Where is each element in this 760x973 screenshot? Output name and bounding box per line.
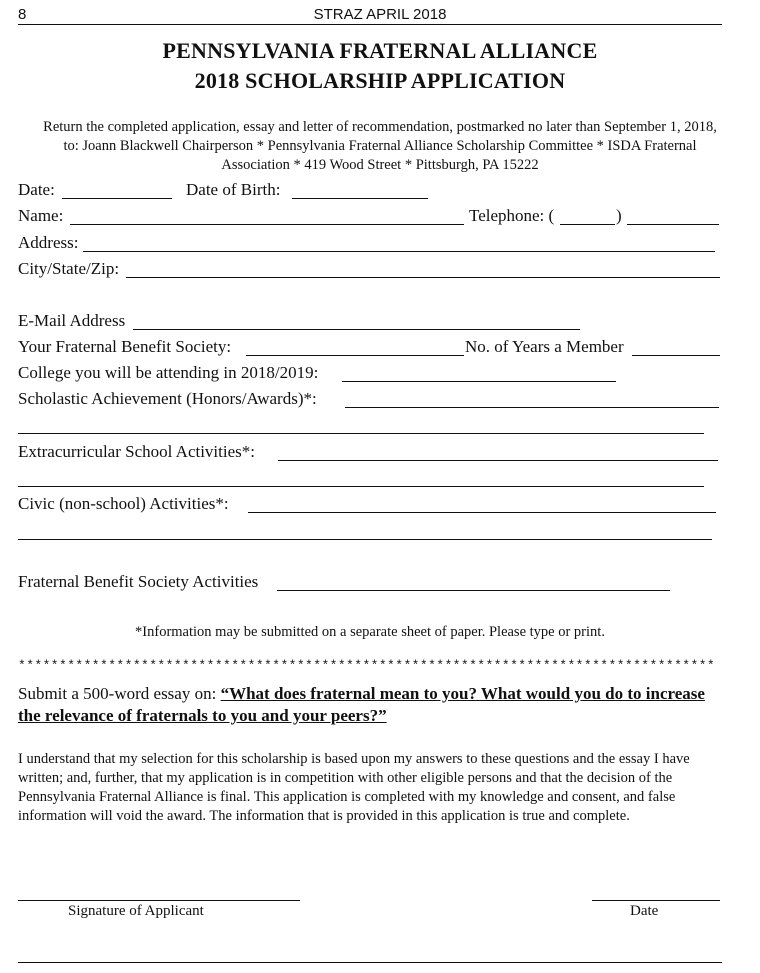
email-label: E-Mail Address	[18, 311, 126, 330]
header-rule	[18, 24, 722, 25]
info-note: *Information may be submitted on a separate sheet of paper. Please type or print.	[135, 624, 605, 640]
college-label: College you will be attending in 2018/2019:	[18, 363, 319, 382]
email-field[interactable]	[133, 329, 580, 330]
dob-label: Date of Birth:	[186, 180, 281, 199]
extracurricular-label: Extracurricular School Activities*:	[18, 442, 255, 461]
college-field[interactable]	[342, 381, 616, 382]
title-line-2: 2018 SCHOLARSHIP APPLICATION	[194, 68, 566, 93]
civic-field[interactable]	[248, 512, 716, 513]
telephone-number-field[interactable]	[627, 224, 719, 225]
civic-label: Civic (non-school) Activities*:	[18, 494, 229, 513]
name-field[interactable]	[70, 224, 464, 225]
years-label: No. of Years a Member	[465, 337, 624, 356]
scholastic-field-2[interactable]	[18, 433, 704, 434]
signature-label: Signature of Applicant	[68, 903, 204, 919]
fraternal-activities-field[interactable]	[277, 590, 670, 591]
society-label: Your Fraternal Benefit Society:	[18, 337, 232, 356]
title-line-1: PENNSYLVANIA FRATERNAL ALLIANCE	[162, 38, 598, 63]
consent-statement: I understand that my selection for this scholarship is based upon my answers to these questions and the essay I have written; and, further, that my application is in competition with other eligible persons and that the decision of the Pennsylvania Fraternal Alliance is final. This application is completed with my knowledge and consent, and false information will void the award. The information that is provided in this application is true and complete.	[18, 751, 690, 824]
years-field[interactable]	[632, 355, 720, 356]
scholastic-field[interactable]	[345, 407, 719, 408]
star-separator: *************************************************************************************	[18, 658, 716, 673]
essay-prefix: Submit a 500-word essay on:	[18, 684, 221, 703]
civic-field-2[interactable]	[18, 539, 712, 540]
essay-prompt	[18, 683, 724, 727]
society-field[interactable]	[246, 355, 464, 356]
date-field[interactable]	[62, 198, 172, 199]
telephone-label: Telephone: (	[469, 206, 555, 225]
intro-text: Return the completed application, essay and letter of recommendation, postmarked no later than September 1, 2018, to: Joann Blackwell Chairperson * Pennsylvania Fraternal Alliance Scholarship Committee * ISDA Fraternal Association * 419 Wood Street * Pittsburgh, PA 15222	[43, 119, 717, 173]
running-head: STRAZ APRIL 2018	[313, 6, 447, 23]
page-number: 8	[18, 6, 27, 23]
name-label: Name:	[18, 206, 64, 225]
address-field[interactable]	[83, 251, 715, 252]
extracurricular-field-2[interactable]	[18, 486, 704, 487]
signature-field[interactable]	[18, 900, 300, 901]
telephone-paren: )	[616, 206, 622, 225]
scholastic-label: Scholastic Achievement (Honors/Awards)*:	[18, 389, 317, 408]
extracurricular-field[interactable]	[278, 460, 718, 461]
bottom-rule	[18, 962, 722, 963]
address-label: Address:	[18, 233, 79, 252]
fraternal-activities-label: Fraternal Benefit Society Activities	[18, 572, 259, 591]
essay-question: “What does fraternal mean to you? What would you do to increase the relevance of fraternals to you and your peers?”	[18, 684, 705, 725]
city-label: City/State/Zip:	[18, 259, 120, 278]
date-label: Date:	[18, 180, 55, 199]
city-field[interactable]	[126, 277, 720, 278]
signature-date-label: Date	[630, 903, 659, 919]
dob-field[interactable]	[292, 198, 428, 199]
signature-date-field[interactable]	[592, 900, 720, 901]
telephone-area-field[interactable]	[560, 224, 615, 225]
